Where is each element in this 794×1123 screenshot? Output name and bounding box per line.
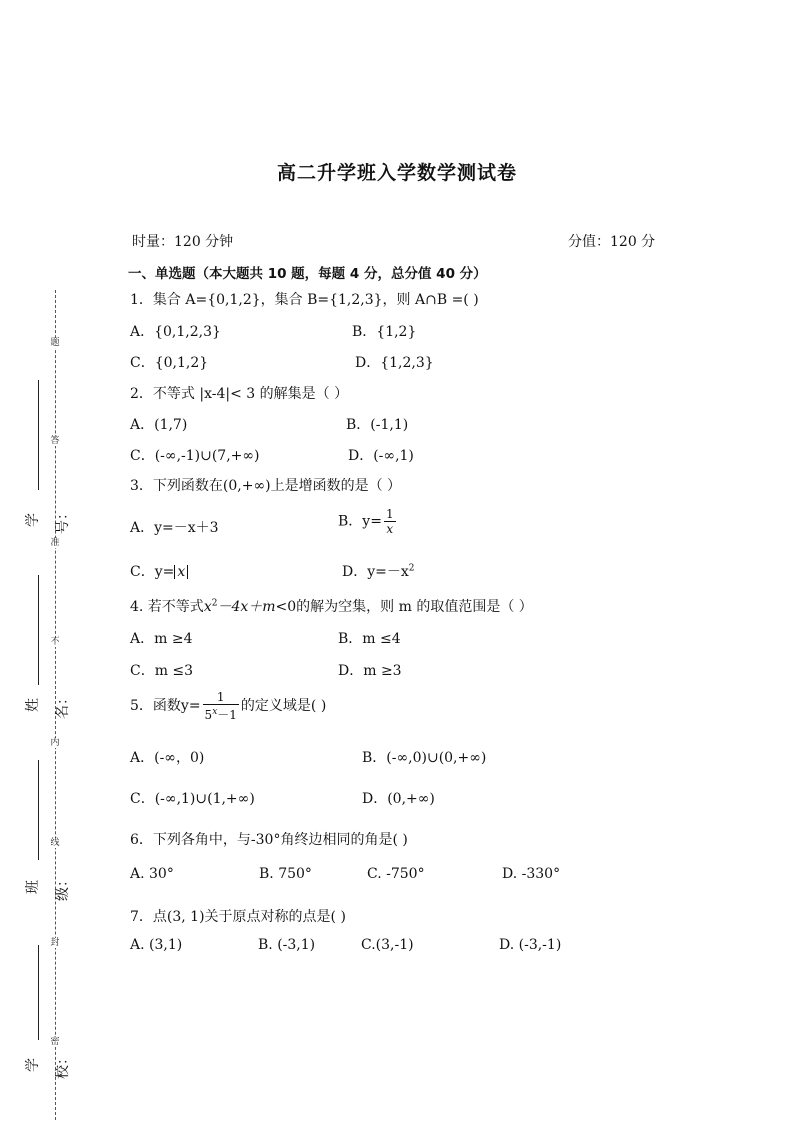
q5-prefix: 5．函数y= — [130, 698, 201, 714]
seal-char: 内 — [50, 738, 60, 748]
absolute-value: x — [174, 565, 188, 579]
option-4d: D．m ≥3 — [338, 663, 402, 679]
option-6c: C. -750° — [367, 866, 425, 882]
seal-char: 不 — [50, 637, 60, 647]
option-1c: C．{0,1,2} — [130, 355, 209, 371]
option-7b: B. (-3,1) — [258, 937, 316, 953]
total-score: 分值：120 分 — [568, 234, 656, 250]
q4-expr: －4x＋m — [217, 599, 276, 615]
school-line[interactable] — [38, 945, 39, 1040]
exponent: 2 — [408, 563, 415, 574]
question-4 — [130, 596, 533, 616]
question-1: 1．集合 A={0,1,2}，集合 B={1,2,3}，则 A∩B =( ) — [130, 292, 479, 308]
option-3c-prefix: C．y= — [130, 564, 175, 580]
class-label: 班级： — [25, 873, 71, 901]
seal-char: 答 — [50, 436, 60, 446]
option-1b: B．{1,2} — [352, 324, 417, 340]
school-label: 学校： — [25, 1051, 71, 1079]
option-2c: C．(-∞,-1)∪(7,+∞) — [130, 448, 260, 464]
option-3a: A．y=－x＋3 — [130, 520, 219, 536]
seal-char: 题 — [50, 338, 60, 348]
option-6d: D. -330° — [502, 866, 561, 882]
option-5c: C．(-∞,1)∪(1,+∞) — [130, 791, 255, 807]
fraction — [203, 690, 239, 722]
q4-prefix: 4. 若不等式 — [130, 599, 204, 615]
fraction — [384, 507, 396, 536]
q4-relation: <0 — [275, 599, 297, 615]
option-4a: A．m ≥4 — [130, 631, 193, 647]
option-5d: D．(0,+∞) — [362, 791, 435, 807]
q4-suffix: 的解为空集，则 m 的取值范围是（ ） — [296, 599, 533, 615]
option-5a: A．(-∞，0) — [130, 750, 205, 766]
question-5 — [130, 690, 326, 722]
option-7d: D. (-3,-1) — [499, 937, 562, 953]
option-4b: B．m ≤4 — [338, 631, 401, 647]
q5-suffix: 的定义域是( ) — [240, 698, 327, 714]
question-7: 7．点(3, 1)关于原点对称的点是( ) — [130, 909, 346, 925]
page-title: 高二升学班入学数学测试卷 — [276, 162, 517, 184]
denominator-tail: －1 — [217, 708, 237, 722]
option-2a: A．(1,7) — [130, 417, 188, 433]
question-3: 3．下列函数在(0,+∞)上是增函数的是（ ） — [130, 478, 402, 494]
class-line[interactable] — [38, 760, 39, 860]
student-id-line[interactable] — [38, 380, 39, 490]
seal-char: 封 — [50, 938, 60, 948]
option-2d: D．(-∞,1) — [348, 448, 414, 464]
seal-char: 密 — [50, 1037, 60, 1047]
denominator-exponent: x — [212, 707, 218, 717]
question-6: 6．下列各角中，与-30°角终边相同的角是( ) — [130, 832, 408, 848]
fraction-numerator: 1 — [385, 507, 394, 521]
option-6a: A. 30° — [130, 866, 174, 882]
name-line[interactable] — [38, 575, 39, 685]
option-3c — [130, 561, 188, 581]
name-label: 姓名： — [25, 691, 71, 719]
option-3b — [338, 507, 398, 536]
section-heading: 一、单选题（本大题共 10 题，每题 4 分，总分值 40 分） — [128, 266, 487, 282]
question-2: 2．不等式 |x-4|< 3 的解集是（ ） — [130, 386, 349, 402]
q4-var: x — [203, 599, 212, 615]
option-1a: A．{0,1,2,3} — [130, 324, 221, 340]
q4-exponent: 2 — [211, 598, 218, 609]
option-5b: B．(-∞,0)∪(0,+∞) — [362, 750, 487, 766]
seal-char: 线 — [50, 838, 60, 848]
option-3b-prefix: B．y= — [338, 513, 382, 530]
seal-char: 准 — [50, 538, 60, 548]
time-limit: 时量：120 分钟 — [132, 234, 234, 250]
option-1d: D．{1,2,3} — [355, 355, 434, 371]
option-3d-prefix: D．y=－x — [342, 564, 409, 580]
fraction-denominator — [203, 704, 239, 722]
option-4c: C．m ≤3 — [130, 663, 194, 679]
option-2b: B．(-1,1) — [346, 417, 409, 433]
fraction-denominator: x — [384, 521, 396, 536]
fraction-numerator: 1 — [216, 690, 225, 704]
option-3d — [342, 561, 415, 581]
option-6b: B. 750° — [259, 866, 312, 882]
option-7a: A. (3,1) — [130, 937, 183, 953]
student-id-label: 学号： — [25, 506, 71, 534]
option-7c: C.(3,-1) — [361, 937, 414, 953]
denominator-base: 5 — [204, 708, 213, 722]
